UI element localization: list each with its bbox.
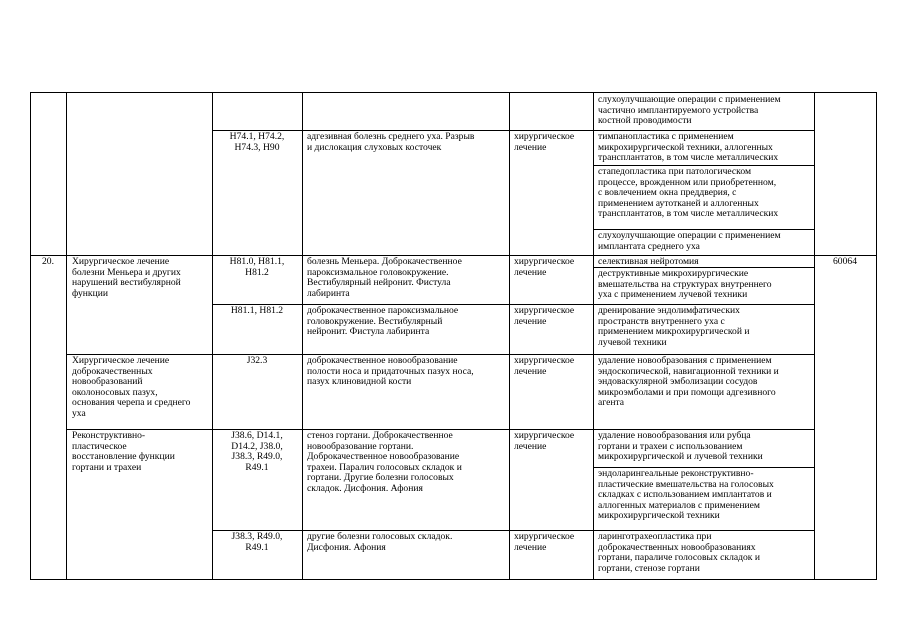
treatment-type: хирургическое лечение (514, 355, 575, 377)
procedure-text: ларинготрахеопластика при доброкачественных новообразованиях гортани, параличе голосовых складок и гортани, стенозе гортани (598, 531, 760, 574)
treatment-type: хирургическое лечение (514, 531, 575, 553)
diagnosis-codes: J38.3, R49.0, R49.1 (231, 531, 283, 553)
diagnosis-codes: H74.1, H74.2, H74.3, H90 (229, 131, 285, 153)
procedure-text: удаление новообразования или рубца гортани и трахеи с использованием микрохирургической и лучевой техники (598, 430, 763, 463)
treatment-type: хирургическое лечение (514, 256, 575, 278)
procedure-text: деструктивные микрохирургические вмешательства на структурах внутреннего уха с применением лучевой техники (598, 268, 772, 301)
diagnosis-codes: H81.1, H81.2 (230, 305, 284, 316)
procedure-text: селективная нейротомия (598, 256, 699, 267)
diagnosis-text: другие болезни голосовых складок. Дисфония. Афония (307, 531, 453, 553)
diagnosis-codes: J38.6, D14.1, D14.2, J38.0, J38.3, R49.0, R49.1 (231, 430, 283, 473)
treatment-type: хирургическое лечение (514, 131, 575, 153)
procedure-text: слухоулучшающие операции с применением имплантата среднего уха (598, 230, 781, 252)
cost-value: 60064 (833, 256, 857, 267)
treatment-type: хирургическое лечение (514, 305, 575, 327)
diagnosis-codes: H81.0, H81.1, H81.2 (229, 256, 285, 278)
diagnosis-text: доброкачественное пароксизмальное головокружение. Вестибулярный нейронит. Фистула лабиринта (307, 305, 459, 338)
group-name: Хирургическое лечение доброкачественных новообразований околоносовых пазух, основания черепа и среднего уха (72, 355, 191, 419)
procedure-text: удаление новообразования с применением эндоскопической, навигационной техники и эндоваскулярной эмболизации сосудов микроэмболами и при помощи адгезивного агента (598, 355, 779, 409)
group-name: Реконструктивно- пластическое восстановление функции гортани и трахеи (72, 430, 175, 473)
diagnosis-text: болезнь Меньера. Доброкачественное пароксизмальное головокружение. Вестибулярный нейронит. Фистула лабиринта (307, 256, 462, 299)
diagnosis-text: доброкачественное новообразование полости носа и придаточных пазух носа, пазух клиновидной кости (307, 355, 474, 388)
group-name: Хирургическое лечение болезни Меньера и других нарушений вестибулярной функции (72, 256, 181, 299)
row-number: 20. (42, 256, 54, 267)
diagnosis-text: адгезивная болезнь среднего уха. Разрыв и дислокация слуховых косточек (307, 131, 475, 153)
diagnosis-codes: J32.3 (246, 355, 268, 366)
procedure-text: эндоларингеальные реконструктивно- пластические вмешательства на голосовых складках с использованием имплантатов и аллогенных материалов с применением микрохирургической техники (598, 468, 774, 522)
procedure-text: тимпанопластика с применением микрохирургической техники, аллогенных трансплантатов, в том числе металлических (598, 131, 779, 164)
treatment-type: хирургическое лечение (514, 430, 575, 452)
procedure-text: дренирование эндолимфатических пространств внутреннего уха с применением микрохирургической и лучевой техники (598, 305, 750, 348)
procedure-text: слухоулучшающие операции с применением частично имплантируемого устройства костной проводимости (598, 94, 781, 127)
diagnosis-text: стеноз гортани. Доброкачественное новообразование гортани. Доброкачественное новообразование трахеи. Паралич голосовых складок и гортани. Другие болезни голосовых складок. Дисфония. Афония (307, 430, 462, 494)
procedure-text: стапедопластика при патологическом процессе, врожденном или приобретенном, с вовлечением окна преддверия, с применением аутотканей и аллогенных трансплантатов, в том числе металлических (598, 166, 779, 220)
